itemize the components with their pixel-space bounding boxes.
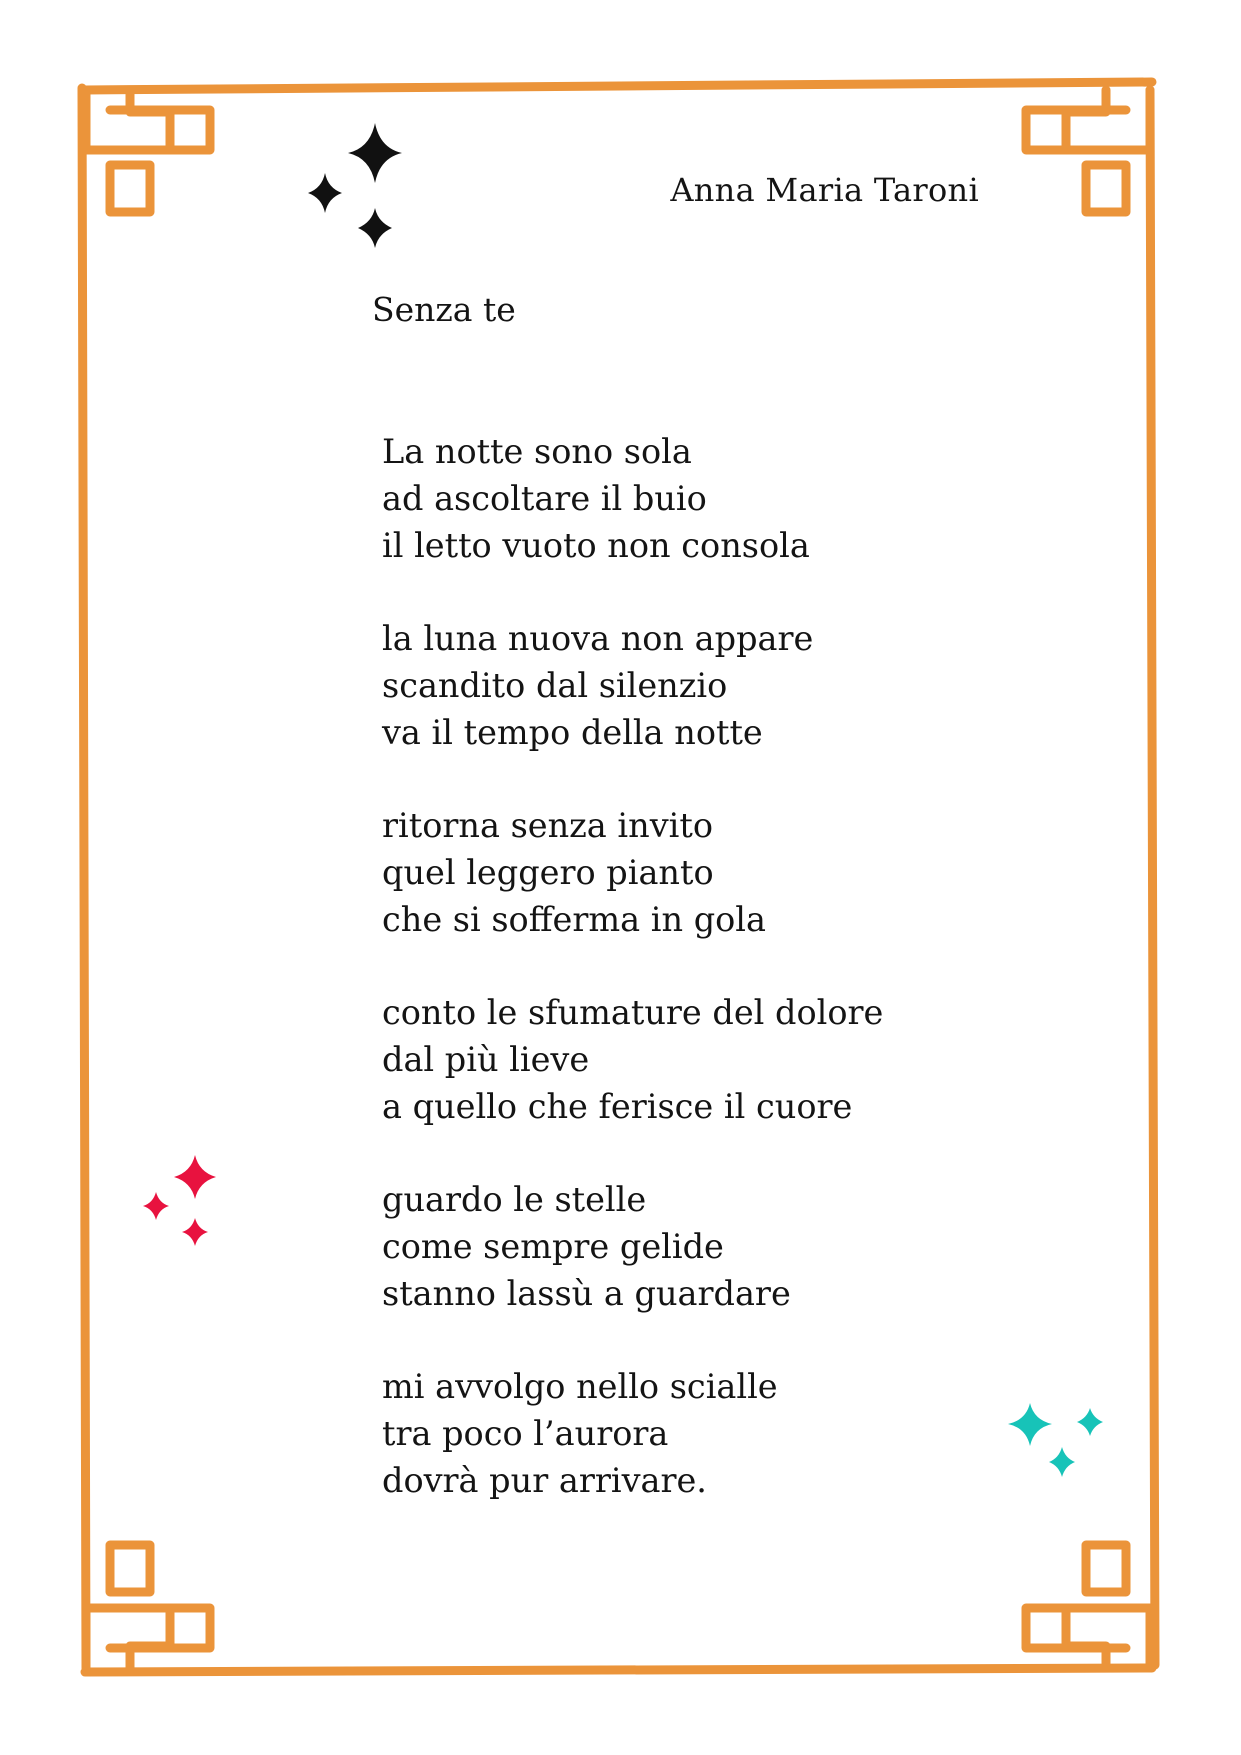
poem-line: dal più lieve [382,1040,590,1079]
poem-body [382,428,883,1550]
sparkles-black-icon [300,118,410,253]
stanza [382,802,883,943]
poem-title: Senza te [372,290,516,329]
poem-line: dovrà pur arrivare. [382,1461,707,1500]
sparkles-teal-icon [1002,1400,1117,1490]
stanza [382,1363,883,1504]
poem-line: tra poco l’aurora [382,1414,669,1453]
poem-line: che si sofferma in gola [382,900,766,939]
poem-line: a quello che ferisce il cuore [382,1087,853,1126]
poem-line: va il tempo della notte [382,713,763,752]
poem-line: la luna nuova non appare [382,619,814,658]
poem-line: scandito dal silenzio [382,666,728,705]
poem-line: ad ascoltare il buio [382,479,707,518]
stanza [382,615,883,756]
stanza [382,1176,883,1317]
poem-line: il letto vuoto non consola [382,526,810,565]
sparkles-red-icon [138,1152,223,1252]
stanza [382,989,883,1130]
poem-line: stanno lassù a guardare [382,1274,791,1313]
poem-line: come sempre gelide [382,1227,724,1266]
poem-line: mi avvolgo nello scialle [382,1367,778,1406]
stanza [382,428,883,569]
poem-line: quel leggero pianto [382,853,714,892]
poem-line: guardo le stelle [382,1180,647,1219]
poem-line: La notte sono sola [382,432,692,471]
poem-line: conto le sfumature del dolore [382,993,884,1032]
poem-line: ritorna senza invito [382,806,713,845]
author-name: Anna Maria Taroni [670,171,979,209]
